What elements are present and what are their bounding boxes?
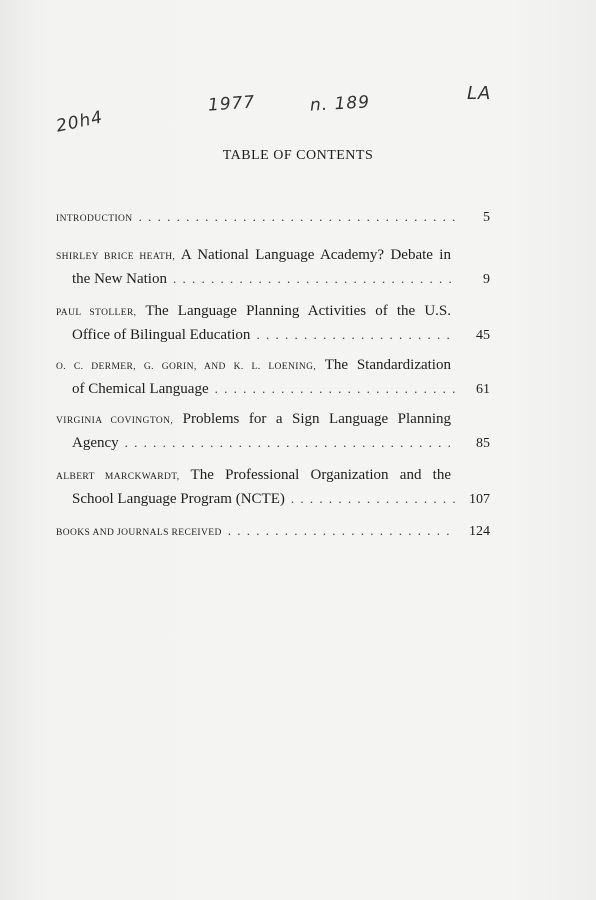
toc-entry-marckwardt — [56, 465, 490, 510]
entry-title-continued: Agency — [72, 435, 119, 451]
toc-entry-dermer — [56, 355, 490, 400]
toc-entry-books-received — [56, 520, 490, 544]
toc-entry-covington — [56, 409, 490, 454]
entry-author: PAUL STOLLER, — [56, 308, 137, 318]
leader-dots — [291, 488, 456, 509]
entry-author: O. C. DERMER, G. GORIN, AND K. L. LOENING, — [56, 362, 317, 372]
entry-title-continued: School Language Program (NCTE) — [72, 491, 285, 507]
leader-dots — [125, 432, 456, 453]
entry-title: BOOKS AND JOURNALS RECEIVED — [56, 528, 222, 538]
page-number: 124 — [469, 524, 490, 539]
entry-title: A National Language Academy? Debate in — [180, 247, 451, 263]
page-number: 5 — [483, 210, 490, 225]
page-number: 61 — [476, 382, 490, 397]
entry-first-line — [56, 409, 451, 432]
page-number: 9 — [483, 272, 490, 287]
entry-first-line — [56, 355, 451, 378]
entry-title-continued: the New Nation — [72, 271, 167, 287]
leader-dots — [139, 206, 456, 227]
handwritten-mark: 20h4 — [54, 107, 105, 137]
toc-entry-stoller — [56, 301, 490, 346]
entry-title: Problems for a Sign Language Planning — [182, 411, 452, 427]
entry-author: VIRGINIA COVINGTON, — [56, 416, 174, 426]
toc-entry-heath — [56, 245, 490, 290]
entry-title: The Professional Organization and the — [190, 467, 452, 483]
handwritten-mark: n. 189 — [309, 92, 371, 116]
entry-author: ALBERT MARCKWARDT, — [56, 472, 180, 482]
page-number: 45 — [476, 328, 490, 343]
handwritten-mark: 1977 — [207, 92, 256, 116]
entry-first-line — [56, 465, 451, 488]
toc-entry-introduction — [56, 206, 490, 230]
entry-first-line — [56, 245, 451, 268]
entry-title: The Standardization — [324, 357, 451, 373]
entry-author: SHIRLEY BRICE HEATH, — [56, 252, 176, 262]
entry-title: INTRODUCTION — [56, 214, 133, 224]
entry-title-continued: Office of Bilingual Education — [72, 327, 251, 343]
page-number: 107 — [469, 492, 490, 507]
entry-title-continued: of Chemical Language — [72, 381, 209, 397]
leader-dots — [173, 268, 456, 289]
leader-dots — [215, 378, 456, 399]
page-number: 85 — [476, 436, 490, 451]
leader-dots — [228, 520, 456, 541]
entry-title: The Language Planning Activities of the U.S. — [145, 303, 452, 319]
handwritten-mark: LA — [467, 83, 492, 104]
entry-first-line — [56, 301, 451, 324]
leader-dots — [256, 324, 456, 345]
page-title: TABLE OF CONTENTS — [222, 148, 374, 163]
